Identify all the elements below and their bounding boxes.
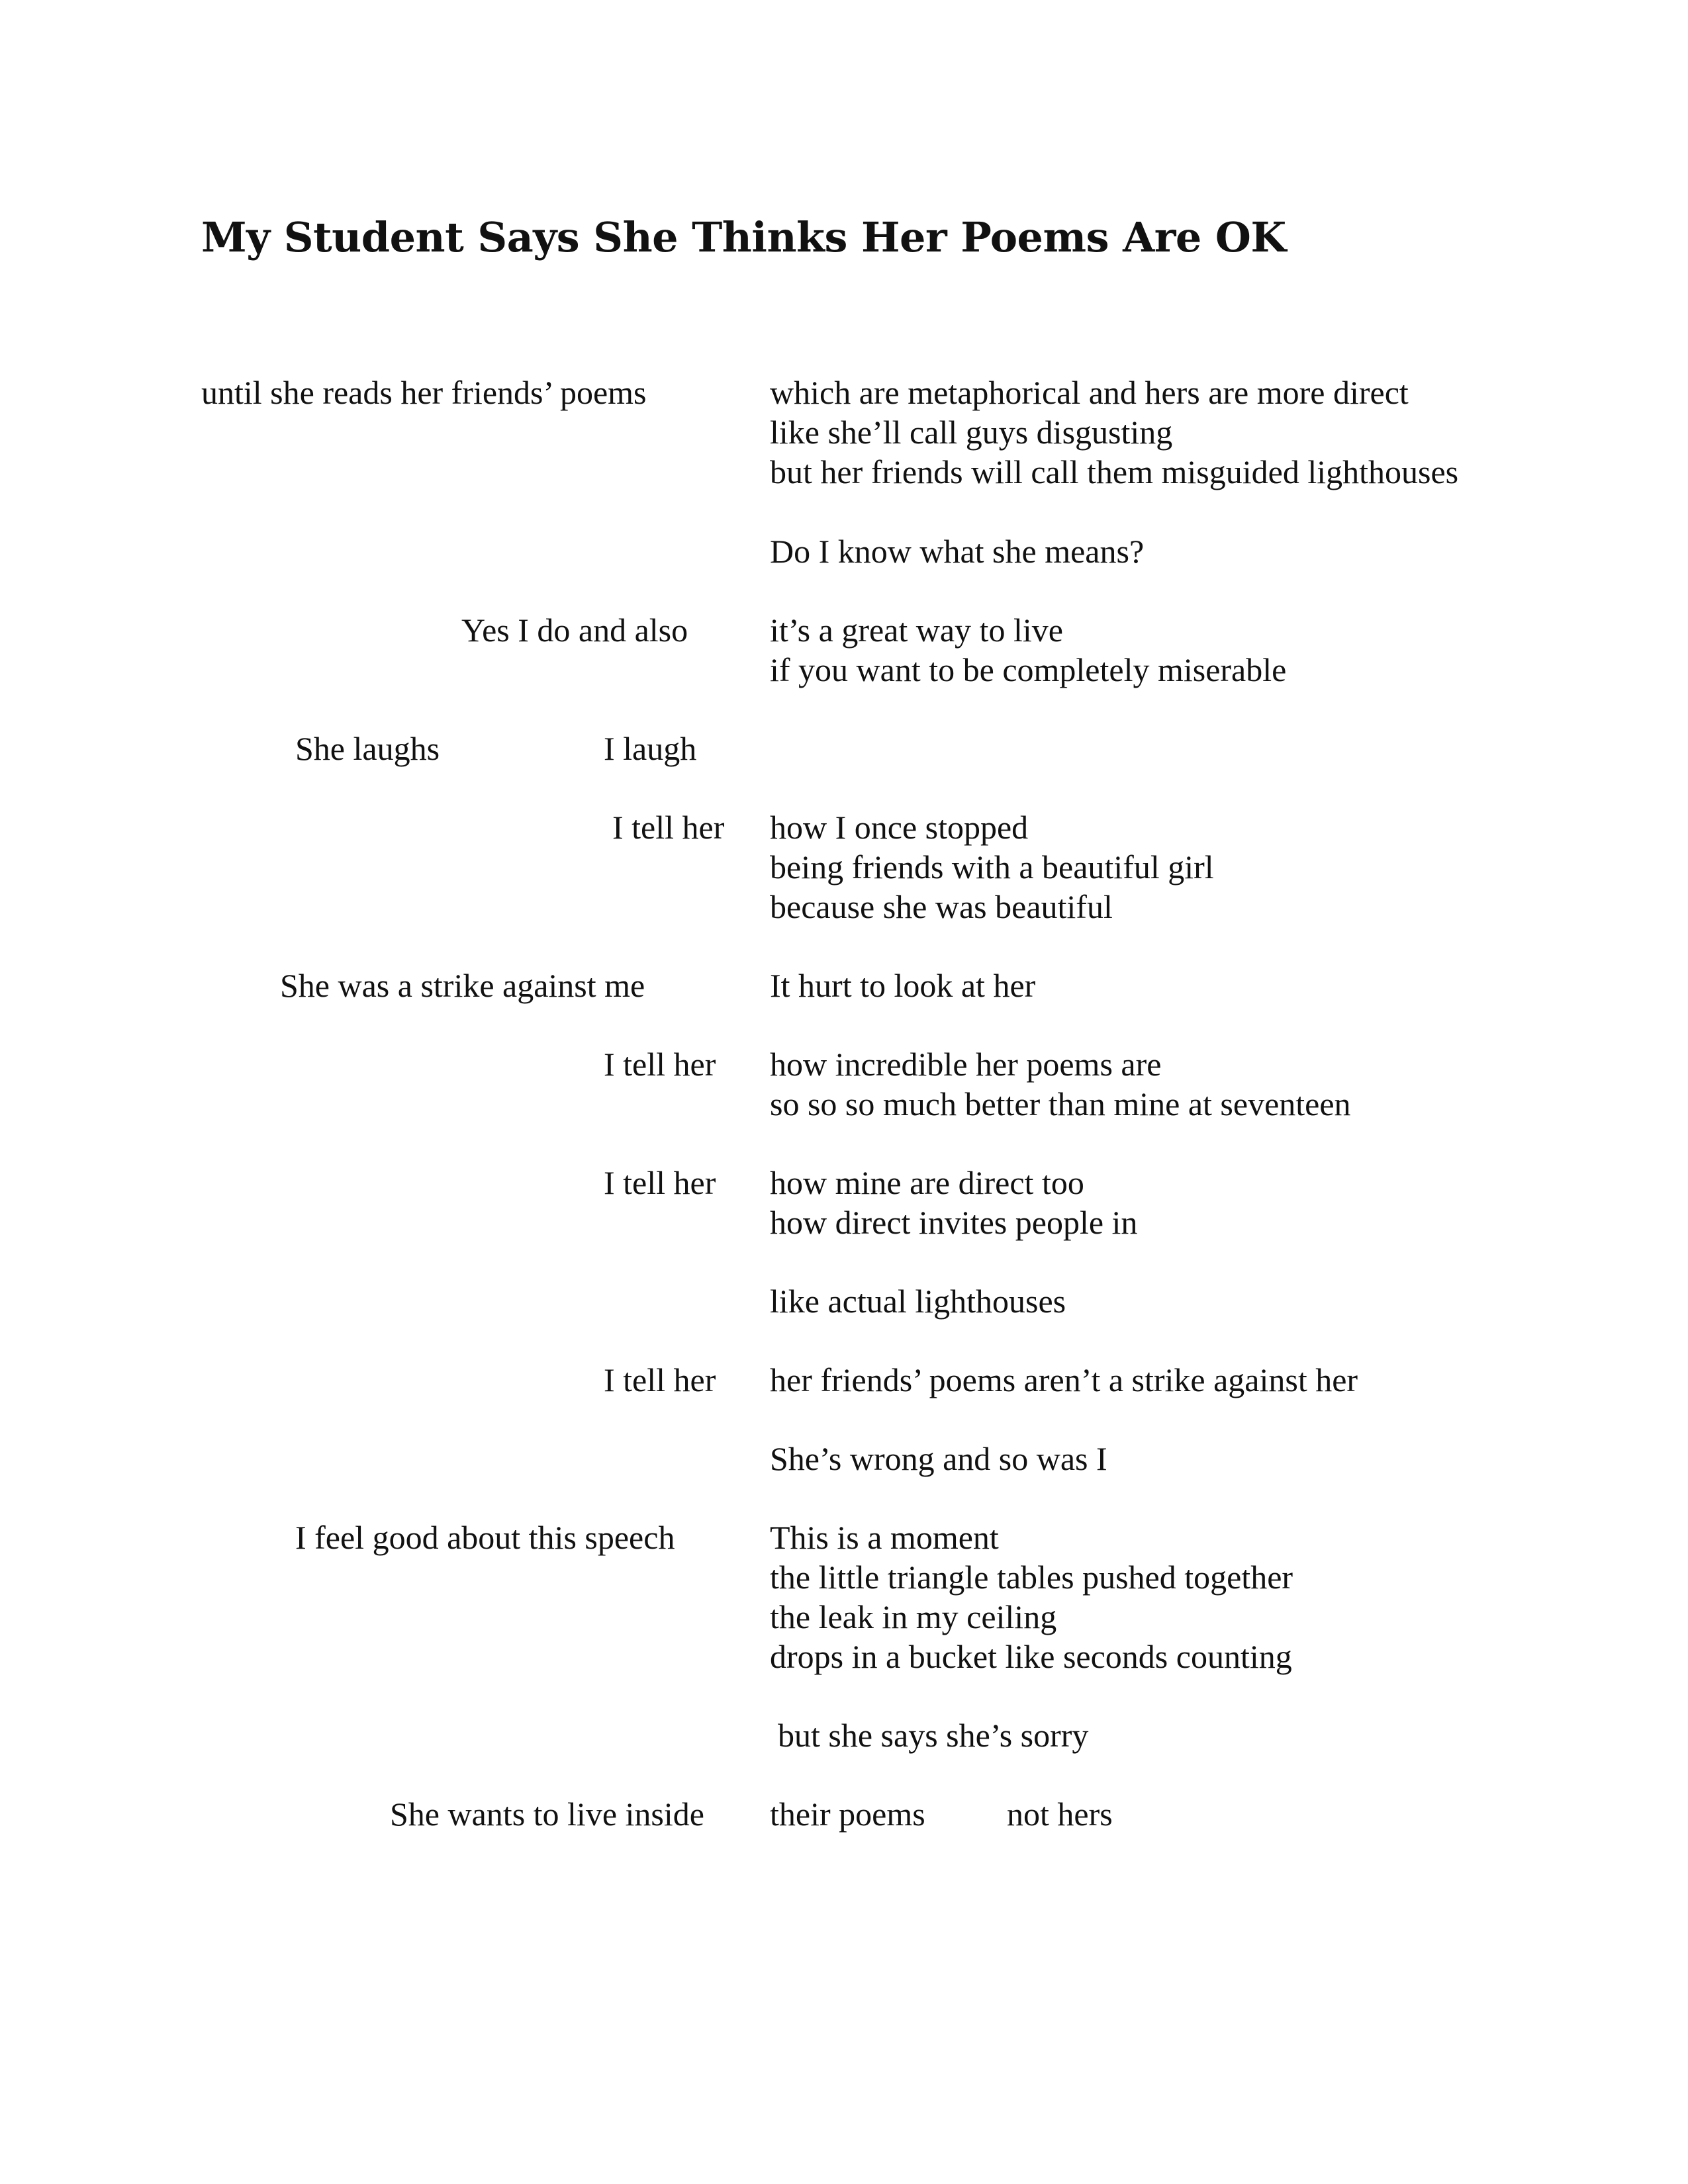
poem-line: She’s wrong and so was I bbox=[770, 1440, 1107, 1477]
poem-line: like actual lighthouses bbox=[770, 1283, 1066, 1320]
poem-line: I feel good about this speech bbox=[295, 1519, 675, 1556]
poem-line: which are metaphorical and hers are more direct bbox=[770, 374, 1409, 411]
poem-line: but her friends will call them misguided lighthouses bbox=[770, 453, 1459, 490]
poem-title: My Student Says She Thinks Her Poems Are OK bbox=[201, 213, 1286, 261]
poem-line: so so so much better than mine at seventeen bbox=[770, 1085, 1351, 1122]
poem-line: because she was beautiful bbox=[770, 888, 1113, 925]
poem-line: how incredible her poems are bbox=[770, 1046, 1162, 1083]
poem-line: the little triangle tables pushed together bbox=[770, 1559, 1293, 1596]
poem-line: like she’ll call guys disgusting bbox=[770, 414, 1173, 451]
poem-line: being friends with a beautiful girl bbox=[770, 848, 1214, 886]
poem-line: She laughs bbox=[295, 730, 440, 767]
poem-line: drops in a bucket like seconds counting bbox=[770, 1638, 1292, 1675]
poem-line: I tell her bbox=[604, 1164, 716, 1201]
poem-line: the leak in my ceiling bbox=[770, 1598, 1057, 1635]
poem-line: how mine are direct too bbox=[770, 1164, 1084, 1201]
poem-line: if you want to be completely miserable bbox=[770, 651, 1287, 688]
poem-line: It hurt to look at her bbox=[770, 967, 1036, 1004]
poem-line: I tell her bbox=[604, 1361, 716, 1398]
poem-line: not hers bbox=[1007, 1796, 1113, 1833]
poem-line: how I once stopped bbox=[770, 809, 1029, 846]
poem-line: her friends’ poems aren’t a strike against her bbox=[770, 1361, 1358, 1398]
poem-line: how direct invites people in bbox=[770, 1204, 1138, 1241]
poem-line: it’s a great way to live bbox=[770, 612, 1063, 649]
poem-line: their poems bbox=[770, 1796, 925, 1833]
poem-line: I laugh bbox=[604, 730, 697, 767]
poem-line: I tell her bbox=[604, 1046, 716, 1083]
poem-line: Do I know what she means? bbox=[770, 533, 1145, 570]
poem-line: She was a strike against me bbox=[280, 967, 645, 1004]
poem-line: I tell her bbox=[612, 809, 725, 846]
poem-line: She wants to live inside bbox=[390, 1796, 704, 1833]
poem-line: Yes I do and also bbox=[461, 612, 688, 649]
poem-line: but she says she’s sorry bbox=[778, 1717, 1089, 1754]
poem-line: This is a moment bbox=[770, 1519, 999, 1556]
poem-line: until she reads her friends’ poems bbox=[201, 374, 647, 411]
